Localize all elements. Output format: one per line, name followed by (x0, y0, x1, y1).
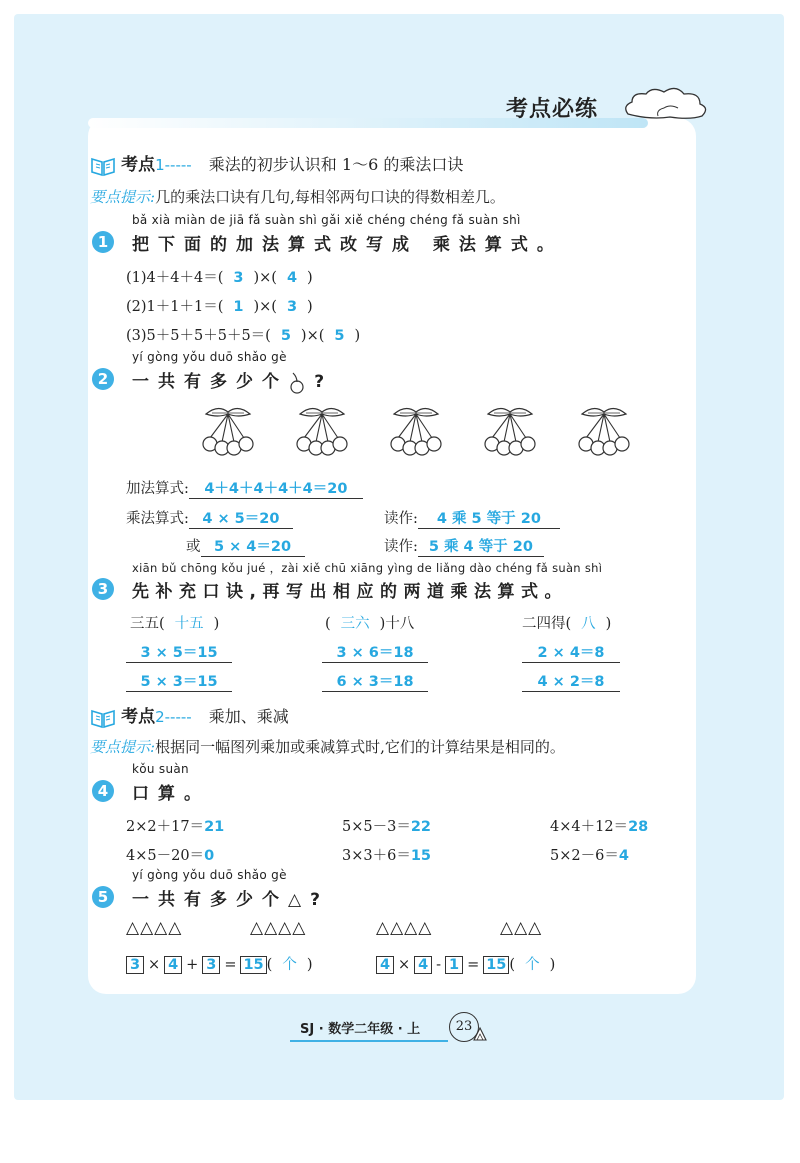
read-answer-2: 5 乘 4 等于 20 (418, 535, 544, 557)
q1-answer: 3 (233, 270, 244, 286)
cherry-icon (287, 371, 309, 395)
q3-group-1-rhyme: 三五( 十五 ) (130, 616, 220, 632)
kd1-topic: 乘法的初步认识和 1～6 的乘法口诀 (208, 155, 464, 174)
cherry-group (203, 408, 253, 455)
mul-answer-2: 5 × 4＝20 (201, 535, 305, 557)
cherry-groups (198, 404, 638, 460)
q5-pinyin: yí gòng yǒu duō shǎo gè (132, 868, 287, 882)
triangle-group: △△△ (500, 918, 543, 938)
question-number-1: 1 (92, 231, 114, 253)
q3-group-2-eq1: 3 × 6＝18 (322, 641, 428, 663)
q1-answer: 3 (286, 299, 298, 315)
q2-read-row-2 (384, 535, 544, 557)
q1-pinyin: bǎ xià miàn de jiā fǎ suàn shì gǎi xiě chéng chéng fǎ suàn shì (132, 213, 521, 227)
question-number-5: 5 (92, 886, 114, 908)
rhyme-answer: 八 (581, 616, 596, 632)
mul-answer-1: 4 × 5＝20 (189, 507, 293, 529)
add-answer: 4＋4＋4＋4＋4＝20 (189, 477, 363, 499)
page-title: 考点必练 (506, 97, 599, 122)
rhyme-answer: 十五 (174, 616, 204, 632)
q2-mul-row-2 (186, 535, 305, 557)
cherry-pictures (198, 404, 638, 464)
q2-pinyin: yí gòng yǒu duō shǎo gè (132, 350, 287, 364)
mental-math-answer: 22 (410, 819, 432, 835)
kd1-label: 考点 (121, 155, 156, 175)
or-label: 或 (186, 539, 201, 555)
q3-group-3-rhyme: 二四得( 八 ) (522, 616, 612, 632)
add-label: 加法算式: (126, 481, 189, 497)
q4-r2c1: 4×5－20＝0 (126, 848, 215, 864)
tip2-label: 要点提示: (90, 738, 156, 756)
question-number-2: 2 (92, 368, 114, 390)
q5-title: 一共有多少个△? (132, 890, 329, 910)
q2-mul-row-1 (126, 507, 293, 529)
triangle-group: △△△△ (250, 918, 307, 938)
footer-rule (290, 1040, 448, 1042)
q2-question-mark: ? (314, 372, 334, 392)
mental-math-answer: 0 (204, 848, 215, 864)
q1-answer: 5 (334, 328, 345, 344)
tip1-label: 要点提示: (90, 188, 156, 206)
mul-label: 乘法算式: (126, 511, 189, 527)
cherry-group (579, 408, 629, 455)
q5-equation-1: 3 × 4 + 3 = 15 ( 个 ) (126, 953, 313, 974)
q3-group-2-eq2: 6 × 3＝18 (322, 670, 428, 692)
q3-group-3-eq1: 2 × 4＝8 (522, 641, 620, 663)
q1-title: 把下面的加法算式改写成 乘法算式。 (132, 235, 563, 255)
q4-r2c2: 3×3＋6＝15 (342, 848, 432, 864)
q2-title-row (132, 367, 333, 395)
q1-item-2: (2)1＋1＋1＝( 1 )×( 3 ) (126, 299, 313, 315)
unit-answer: 个 (525, 957, 540, 973)
tip1 (90, 186, 505, 207)
q4-r1c1: 2×2＋17＝21 (126, 819, 225, 835)
cherry-group (485, 408, 535, 455)
kd1-heading (90, 150, 463, 177)
q5-equation-2: 4 × 4 - 1 = 15 ( 个 ) (376, 953, 555, 974)
read-answer-1: 4 乘 5 等于 20 (418, 507, 560, 529)
q4-pinyin: kǒu suàn (132, 762, 189, 776)
kd1-number: 1----- (155, 156, 192, 174)
tip2-text: 根据同一幅图列乘加或乘减算式时,它们的计算结果是相同的。 (155, 738, 565, 756)
q1-answer: 5 (280, 328, 291, 344)
q2-read-row-1 (384, 507, 560, 529)
cherry-group (297, 408, 347, 455)
q4-r1c2: 5×5－3＝22 (342, 819, 432, 835)
q3-title: 先补充口诀,再写出相应的两道乘法算式。 (132, 582, 568, 602)
q4-r2c3: 5×2－6＝4 (550, 848, 629, 864)
q3-group-1-eq2: 5 × 3＝15 (126, 670, 232, 692)
page-number: 23 (449, 1012, 479, 1042)
q3-group-2-rhyme: ( 三六 )十八 (325, 616, 415, 632)
q3-group-3-eq2: 4 × 2＝8 (522, 670, 620, 692)
read-label-2: 读作: (384, 539, 418, 555)
q2-title: 一共有多少个 (132, 372, 288, 392)
triangle-group: △△△△ (376, 918, 433, 938)
q1-answer: 1 (233, 299, 244, 315)
q1-item-3: (3)5＋5＋5＋5＋5＝( 5 )×( 5 ) (126, 328, 361, 344)
pencil-icon (472, 1026, 488, 1042)
tip2 (90, 736, 565, 757)
footer-text: SJ · 数学二年级 · 上 (300, 1022, 421, 1037)
cloud-icon (620, 84, 712, 124)
mental-math-answer: 28 (628, 819, 649, 835)
kd2-label: 考点 (121, 707, 156, 727)
q4-title: 口算。 (132, 784, 210, 804)
book-icon (90, 707, 116, 729)
tip1-text: 几的乘法口诀有几句,每相邻两句口诀的得数相差几。 (155, 188, 505, 206)
q1-answer: 4 (286, 270, 298, 286)
mental-math-answer: 15 (410, 848, 432, 864)
question-number-4: 4 (92, 780, 114, 802)
kd2-topic: 乘加、乘减 (208, 707, 289, 726)
cherry-group (391, 408, 441, 455)
q4-r1c3: 4×4＋12＝28 (550, 819, 649, 835)
rhyme-answer: 三六 (340, 616, 370, 632)
kd2-heading (90, 702, 289, 729)
book-icon (90, 155, 116, 177)
mental-math-answer: 21 (204, 819, 225, 835)
q3-pinyin: xiān bǔ chōng kǒu jué ，zài xiě chū xiāng yìng de liǎng dào chéng fǎ suàn shì (132, 561, 603, 575)
mental-math-answer: 4 (618, 848, 629, 864)
read-label-1: 读作: (384, 511, 418, 527)
q1-item-1: (1)4＋4＋4＝( 3 )×( 4 ) (126, 270, 313, 286)
kd2-number: 2----- (155, 708, 192, 726)
unit-answer: 个 (282, 957, 297, 973)
triangle-group: △△△△ (126, 918, 183, 938)
question-number-3: 3 (92, 578, 114, 600)
q2-add-row (126, 477, 363, 499)
q3-group-1-eq1: 3 × 5＝15 (126, 641, 232, 663)
